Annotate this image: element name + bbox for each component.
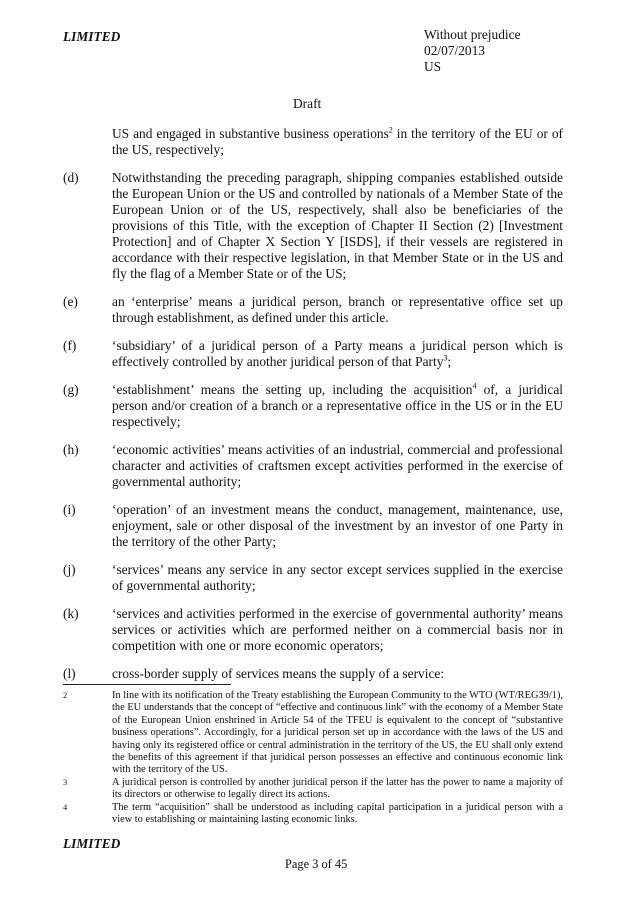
- footnote-text: The term “acquisition” shall be understood as including capital participation in a juridical person with a view to establishing or maintaining lasting economic links.: [112, 801, 563, 826]
- paragraph: [63, 442, 563, 490]
- paragraph-label: (i): [63, 502, 76, 517]
- paragraph: [63, 126, 563, 158]
- paragraph-text: ‘services’ means any service in any sector except services supplied in the exercise of governmental authority;: [112, 562, 563, 593]
- paragraph-label: (k): [63, 606, 79, 621]
- header-meta: [424, 27, 521, 75]
- footnote-separator: [63, 684, 231, 685]
- paragraph-text: ‘economic activities’ means activities of an industrial, commercial and professional character and activities of craftsmen except activities performed in the exercise of governmental authority;: [112, 442, 563, 489]
- footnote-number: 2: [63, 690, 68, 700]
- paragraph: [63, 606, 563, 654]
- paragraph-label: (l): [63, 666, 76, 681]
- paragraph: [63, 294, 563, 326]
- footnote-number: 4: [63, 801, 68, 812]
- header-party: US: [424, 59, 442, 74]
- paragraph-label: (d): [63, 170, 79, 185]
- paragraph-label: (f): [63, 338, 77, 353]
- footnote: [63, 690, 563, 777]
- footnote: [63, 777, 563, 802]
- paragraph-label: (g): [63, 382, 79, 397]
- paragraph-label: (h): [63, 442, 79, 457]
- footnote-number: 3: [63, 776, 68, 787]
- paragraph-text: ‘establishment’ means the setting up, including the acquisition$^4$ of, a juridical person and/or creation of a branch or a representative office in the US or in the EU respectively;: [112, 381, 563, 429]
- footer-classification: LIMITED: [63, 836, 121, 851]
- header-prejudice: Without prejudice: [424, 27, 521, 42]
- paragraph: [63, 502, 563, 550]
- paragraph-text: cross-border supply of services means the supply of a service:: [112, 666, 445, 681]
- footnote: [63, 802, 563, 827]
- paragraph: [63, 666, 563, 682]
- header-date: 02/07/2013: [424, 43, 486, 58]
- draft-label: Draft: [293, 96, 322, 111]
- document-body: [63, 126, 563, 694]
- footnote-text: A juridical person is controlled by another juridical person if the latter has the power to name a majority of its directors or otherwise to legally direct its actions.: [112, 776, 563, 801]
- paragraph-text: ‘operation’ of an investment means the conduct, management, maintenance, use, enjoyment, sale or other disposal of the investment by an investor of one Party in the territory of the other Party;: [112, 502, 563, 549]
- paragraph-text: Notwithstanding the preceding paragraph, shipping companies established outside the European Union or the US and controlled by nationals of a Member State of the European Union or of the US, respectively, shall also be beneficiaries of the provisions of this Title, with the exception of Chapter II Section (2) [Investment Protection] and of Chapter X Section Y [ISDS], if their vessels are registered in accordance with their respective legislation, in that Member State or in the US and fly the flag of a Member State or of the US;: [112, 170, 563, 281]
- paragraph: [63, 170, 563, 282]
- footnote-text: In line with its notification of the Treaty establishing the European Community to the WTO (WT/REG39/1), the EU understands that the concept of “effective and continuous link” with the economy of a Member State of the European Union enshrined in Article 54 of the TFEU is equivalent to the concept of “substantive business operations”. Accordingly, for a juridical person set up in accordance with the laws of the US and having only its registered office or central administration in the territory of the US, the EU shall only extend the benefits of this agreement if that juridical person possesses an effective and continuous economic link with the territory of the US.: [112, 690, 563, 776]
- paragraph-text: ‘subsidiary’ of a juridical person of a Party means a juridical person which is effectively controlled by another juridical person of that Party$^3$;: [112, 338, 563, 369]
- paragraph: [63, 382, 563, 430]
- paragraph: [63, 562, 563, 594]
- paragraph-label: (j): [63, 562, 76, 577]
- paragraph-label: (e): [63, 294, 78, 309]
- paragraph: [63, 338, 563, 370]
- footnotes: [63, 690, 563, 826]
- paragraph-text: ‘services and activities performed in the exercise of governmental authority’ means services or activities which are performed neither on a commercial basis nor in competition with one or more economic operators;: [112, 606, 563, 653]
- paragraph-text: US and engaged in substantive business operations$^2$ in the territory of the EU or of the US, respectively;: [112, 125, 563, 157]
- header-classification: LIMITED: [63, 29, 121, 44]
- page-number: Page 3 of 45: [285, 857, 348, 871]
- paragraph-text: an ‘enterprise’ means a juridical person, branch or representative office set up through establishment, as defined under this article.: [112, 294, 563, 325]
